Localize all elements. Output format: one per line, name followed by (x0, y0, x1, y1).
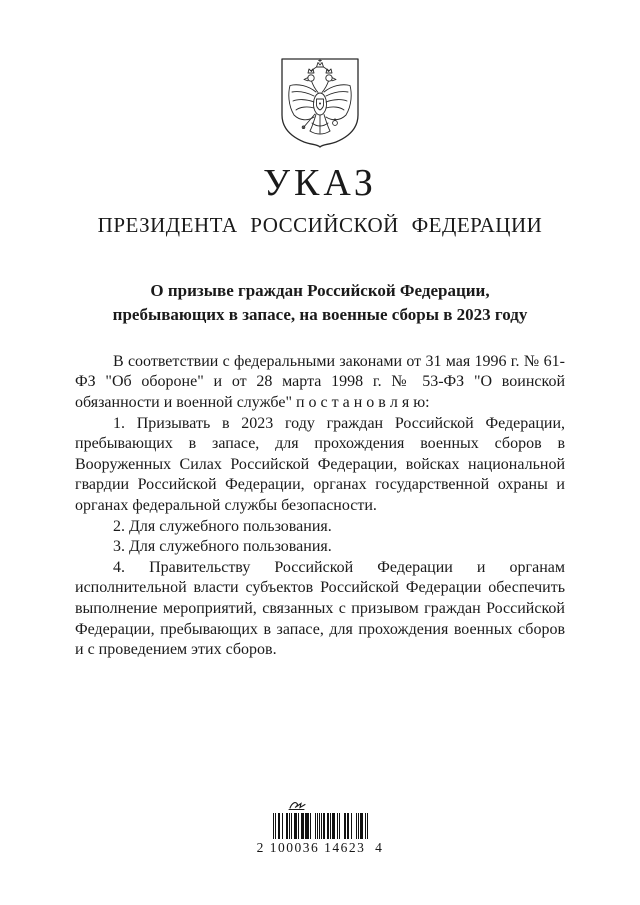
barcode-digits: 2 100036 14623 4 (256, 840, 384, 855)
decree-title-line2: пребывающих в запасе, на военные сборы в 2023 году (112, 304, 528, 324)
decree-body (75, 352, 565, 661)
paragraph-item-3: 3. Для служебного пользования. (113, 538, 332, 556)
coat-of-arms-icon (278, 57, 362, 149)
barcode-block (0, 799, 640, 856)
paragraph-item-2: 2. Для служебного пользования. (113, 517, 332, 535)
paragraph-item-4: 4. Правительству Российской Федерации и органам исполнительной власти субъектов Российской Федерации обеспечить выполнение мероприятий, связанных с призывом граждан Российской Федерации, пребывающих в запасе, для прохождения военных сборов и с проведением этих сборов. (75, 558, 565, 659)
decree-title-line1: О призыве граждан Российской Федерации, (150, 280, 490, 300)
barcode-bars (273, 813, 368, 839)
paragraph-preamble: В соответствии с федеральными законами от 31 мая 1996 г. № 61-ФЗ "Об обороне" и от 28 марта 1998 г. № 53-ФЗ "О воинской обязанности и военной службе" п о с т а н о в л я ю: (75, 352, 565, 412)
emblem-row (0, 0, 640, 149)
issuer-line: ПРЕЗИДЕНТА РОССИЙСКОЙ ФЕДЕРАЦИИ (97, 212, 543, 237)
decree-heading: УКАЗ (263, 162, 377, 204)
paragraph-item-1: 1. Призывать в 2023 году граждан Российской Федерации, пребывающих в запасе, для прохождения военных сборов в Вооруженных Силах Российской Федерации, войсках национальной гвардии Российской Федерации, органах государственной охраны и органах федеральной службы безопасности. (75, 414, 565, 515)
print-signature-mark (286, 799, 314, 812)
decree-title (0, 279, 640, 327)
